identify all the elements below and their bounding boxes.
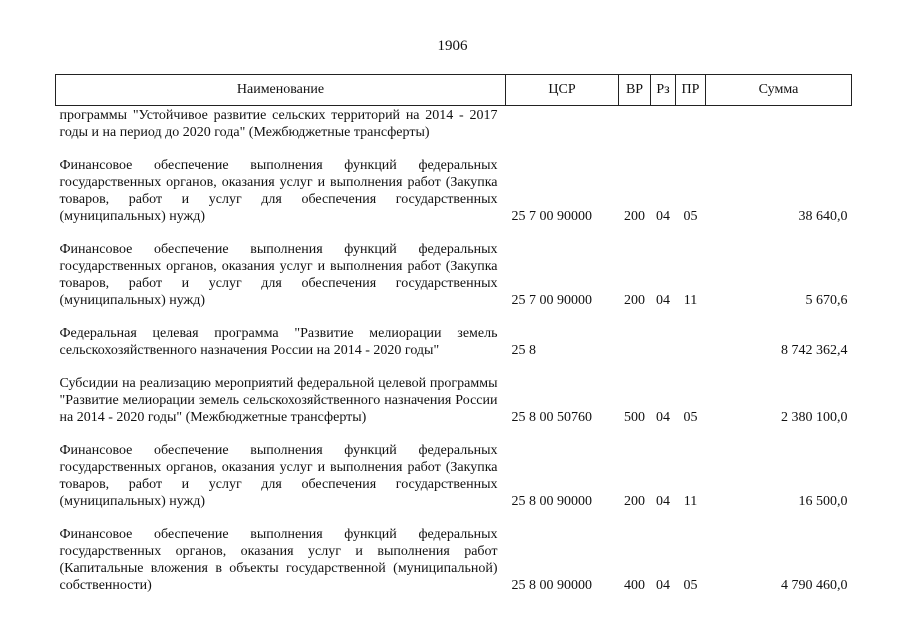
row-pr: 05 bbox=[683, 410, 698, 425]
row-rz bbox=[651, 106, 676, 142]
row-sum: 38 640,0 bbox=[798, 209, 848, 224]
row-name: Финансовое обеспечение выполнения функций федеральных государственных органов, оказания услуг и выполнения работ (Капитальные вложения в объекты государственной (муниципальной) собственности) bbox=[59, 527, 498, 593]
row-spacer bbox=[56, 225, 852, 241]
row-spacer bbox=[56, 359, 852, 375]
row-spacer bbox=[56, 309, 852, 325]
table-row bbox=[56, 157, 852, 225]
row-rz: 04 bbox=[656, 410, 670, 425]
row-rz: 04 bbox=[656, 209, 670, 224]
row-name: Финансовое обеспечение выполнения функций федеральных государственных органов, оказания услуг и выполнения работ (Закупка товаров, работ и услуг для обеспечения государственных (муниципальных) нужд) bbox=[59, 443, 498, 509]
row-sum: 16 500,0 bbox=[798, 494, 848, 509]
row-csr: 25 8 bbox=[511, 343, 536, 358]
row-csr: 25 8 00 50760 bbox=[511, 410, 592, 425]
row-pr: 05 bbox=[683, 209, 698, 224]
row-name: программы "Устойчивое развитие сельских территорий на 2014 - 2017 годы и на период до 2020 года" (Межбюджетные трансферты) bbox=[59, 108, 498, 140]
header-pr: ПР bbox=[676, 75, 706, 106]
row-vr bbox=[619, 325, 651, 359]
header-name: Наименование bbox=[56, 75, 506, 106]
row-sum: 2 380 100,0 bbox=[781, 410, 848, 425]
row-sum: 4 790 460,0 bbox=[781, 578, 848, 593]
row-vr: 200 bbox=[624, 293, 645, 308]
row-vr: 500 bbox=[624, 410, 645, 425]
row-rz bbox=[651, 325, 676, 359]
row-spacer bbox=[56, 426, 852, 442]
table-row bbox=[56, 106, 852, 142]
budget-table bbox=[55, 74, 852, 594]
row-rz: 04 bbox=[656, 494, 670, 509]
row-sum: 5 670,6 bbox=[805, 293, 848, 308]
header-sum: Сумма bbox=[706, 75, 852, 106]
row-pr: 05 bbox=[683, 578, 698, 593]
row-rz: 04 bbox=[656, 293, 670, 308]
row-spacer bbox=[56, 510, 852, 526]
row-rz: 04 bbox=[656, 578, 670, 593]
row-csr: 25 8 00 90000 bbox=[511, 578, 592, 593]
header-csr: ЦСР bbox=[506, 75, 619, 106]
row-vr: 400 bbox=[624, 578, 645, 593]
row-name: Субсидии на реализацию мероприятий федеральной целевой программы "Развитие мелиорации земель сельскохозяйственного назначения России на 2014 - 2020 годы" (Межбюджетные трансферты) bbox=[59, 376, 498, 425]
page-number: 1906 bbox=[437, 38, 468, 54]
table-header-row bbox=[56, 75, 852, 106]
row-csr: 25 7 00 90000 bbox=[511, 209, 592, 224]
row-vr: 200 bbox=[624, 209, 645, 224]
table-row bbox=[56, 241, 852, 309]
table-row bbox=[56, 526, 852, 594]
row-sum bbox=[706, 106, 852, 142]
row-csr bbox=[506, 106, 619, 142]
row-vr: 200 bbox=[624, 494, 645, 509]
row-pr bbox=[676, 325, 706, 359]
row-name: Федеральная целевая программа "Развитие мелиорации земель сельскохозяйственного назначения России на 2014 - 2020 годы" bbox=[59, 326, 498, 358]
header-vr: ВР bbox=[619, 75, 651, 106]
row-csr: 25 8 00 90000 bbox=[511, 494, 592, 509]
header-rz: Рз bbox=[651, 75, 676, 106]
row-pr bbox=[676, 106, 706, 142]
row-name: Финансовое обеспечение выполнения функций федеральных государственных органов, оказания услуг и выполнения работ (Закупка товаров, работ и услуг для обеспечения государственных (муниципальных) нужд) bbox=[59, 158, 498, 224]
row-vr bbox=[619, 106, 651, 142]
row-spacer bbox=[56, 141, 852, 157]
row-pr: 11 bbox=[683, 494, 698, 509]
row-sum: 8 742 362,4 bbox=[781, 343, 848, 358]
table-row bbox=[56, 442, 852, 510]
row-csr: 25 7 00 90000 bbox=[511, 293, 592, 308]
row-name: Финансовое обеспечение выполнения функций федеральных государственных органов, оказания услуг и выполнения работ (Закупка товаров, работ и услуг для обеспечения государственных (муниципальных) нужд) bbox=[59, 242, 498, 308]
table-row bbox=[56, 325, 852, 359]
row-pr: 11 bbox=[683, 293, 698, 308]
table-row bbox=[56, 375, 852, 426]
